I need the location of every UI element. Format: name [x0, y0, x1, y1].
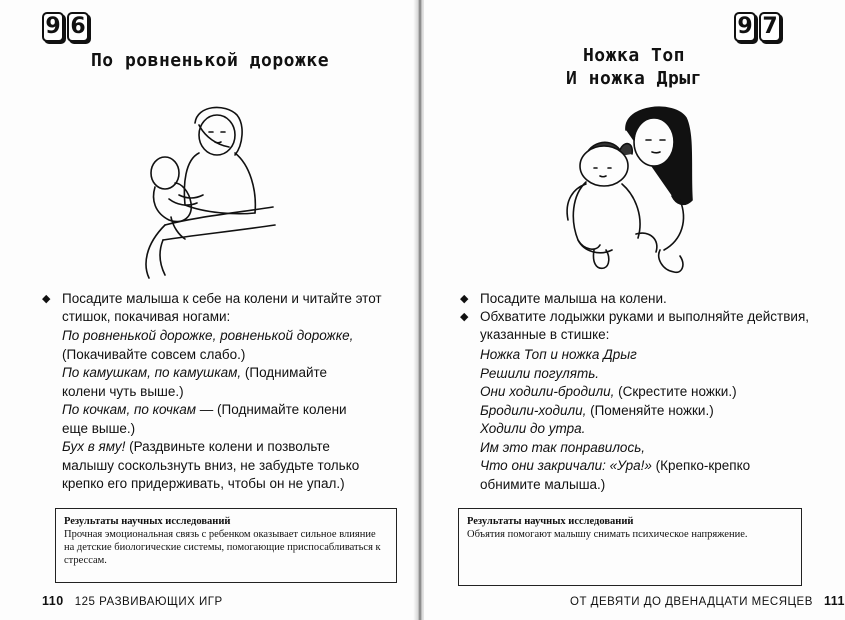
poem-line: [480, 476, 810, 495]
mother-with-baby-on-knees-drawing-icon: [125, 95, 285, 280]
book-title: 125 РАЗВИВАЮЩИХ ИГР: [74, 596, 223, 608]
poem-line: [480, 383, 810, 402]
research-box: [458, 508, 802, 586]
poem-verse: По ровненькой дорожке, ровненькой дорожке,: [62, 328, 354, 343]
research-text: Объятия помогают малышу снимать психическое напряжение.: [467, 529, 748, 540]
poem-verse: Что они закричали: «Ура!»: [480, 458, 652, 473]
poem-line: [62, 327, 392, 346]
poem-verse: Ходили до утра.: [480, 421, 586, 436]
research-box: [55, 508, 397, 583]
poem-line: [480, 365, 810, 384]
poem-line: [480, 420, 810, 439]
game-number-digit: 9: [42, 12, 64, 42]
poem-verse: Решили погулять.: [480, 365, 600, 381]
poem-note: (Покачивайте совсем слабо.): [62, 346, 246, 362]
poem-verse: Им это так понравилось,: [480, 439, 646, 455]
poem-note: (Поменяйте ножки.): [586, 402, 714, 418]
poem-line: [62, 475, 392, 494]
poem-line: [480, 439, 810, 458]
poem-verse: По камушкам, по камушкам,: [62, 365, 242, 380]
poem-verse: Ножка Топ и ножка Дрыг: [480, 347, 637, 362]
poem-note: обнимите малыша.): [480, 476, 606, 492]
page-title: [484, 44, 784, 90]
page-number: 110: [42, 594, 64, 608]
poem-line: [480, 402, 810, 421]
game-number-digit: 9: [734, 12, 756, 42]
poem-note: (Крепко-крепко: [651, 458, 751, 473]
poem-note: (Скрестите ножки.): [614, 384, 737, 399]
page-title-line: И ножка Дрыг: [565, 68, 703, 89]
poem-block: [480, 346, 810, 494]
poem-block: [62, 327, 392, 494]
poem-line: [480, 346, 810, 365]
research-heading: Результаты научных исследований: [64, 516, 231, 527]
poem-verse: Они ходили-бродили,: [480, 384, 615, 399]
instruction-item: ◆ Обхватите лодыжки руками и выполняйте действия, указанные в стишке:: [460, 308, 810, 344]
poem-note: крепко его придерживать, чтобы он не упал.): [62, 476, 345, 491]
instruction-list: [460, 290, 810, 344]
poem-note: (Раздвиньте колени и позвольте: [125, 439, 330, 454]
poem-note: (Поднимайте: [241, 365, 328, 380]
page-footer: [42, 594, 223, 608]
game-number-digit: 6: [67, 12, 89, 42]
page-number: 111: [823, 594, 845, 608]
left-page: [0, 0, 420, 620]
poem-note: малышу соскользнуть вниз, не забудьте только: [62, 457, 360, 473]
poem-note: колени чуть выше.): [62, 383, 184, 399]
instruction-item: ◆ Посадите малыша на колени.: [460, 290, 810, 308]
poem-line: [62, 346, 392, 365]
poem-line: [480, 457, 810, 476]
poem-line: [62, 401, 392, 420]
chapter-title: ОТ ДЕВЯТИ ДО ДВЕНАДЦАТИ МЕСЯЦЕВ: [570, 596, 813, 608]
instruction-item: ◆ Посадите малыша к себе на колени и читайте этот стишок, покачивая ногами:: [42, 290, 387, 326]
research-heading: Результаты научных исследований: [467, 516, 634, 527]
poem-line: [62, 420, 392, 439]
game-number-badge: [734, 12, 781, 42]
page-title-line: Ножка Топ: [582, 45, 686, 66]
poem-note: — (Поднимайте колени: [196, 402, 347, 417]
poem-verse: По кочкам, по кочкам: [62, 402, 197, 417]
game-number-digit: 7: [759, 12, 781, 42]
poem-note: еще выше.): [62, 420, 136, 436]
poem-line: [62, 438, 392, 457]
research-text: Прочная эмоциональная связь с ребенком оказывает сильное влияние на детские биологические системы, помогающие приспосабливаться к стрессам.: [64, 529, 381, 566]
poem-line: [62, 364, 392, 383]
instruction-list: [42, 290, 387, 326]
poem-verse: Бух в яму!: [62, 439, 126, 454]
game-number-badge: [42, 12, 89, 42]
right-page: [424, 0, 845, 620]
poem-line: [62, 383, 392, 402]
page-title: По ровненькой дорожке: [90, 50, 330, 71]
poem-line: [62, 457, 392, 476]
page-footer: [570, 594, 845, 608]
poem-verse: Бродили-ходили,: [480, 402, 587, 418]
girl-holding-baby-drawing-icon: [564, 100, 704, 282]
